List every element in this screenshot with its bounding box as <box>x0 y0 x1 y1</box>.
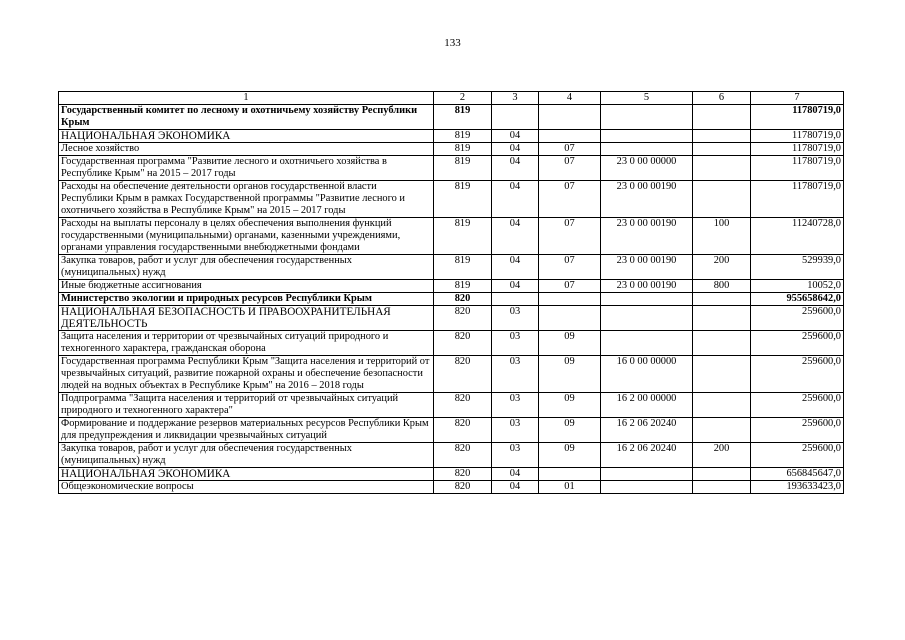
row-amount-cell: 259600,0 <box>751 443 844 468</box>
header-cell: 4 <box>539 92 601 105</box>
row-expense-type-cell <box>693 393 751 418</box>
row-section-code-cell: 03 <box>492 393 539 418</box>
row-section-code-cell <box>492 293 539 306</box>
header-cell: 3 <box>492 92 539 105</box>
row-name-cell: НАЦИОНАЛЬНАЯ ЭКОНОМИКА <box>59 468 434 481</box>
row-amount-cell: 529939,0 <box>751 255 844 280</box>
table-row <box>59 280 844 293</box>
row-subsection-code-cell: 01 <box>539 481 601 494</box>
header-cell: 6 <box>693 92 751 105</box>
row-ved-code-cell: 819 <box>434 218 492 255</box>
table-row <box>59 418 844 443</box>
row-target-article-cell: 23 0 00 00190 <box>601 280 693 293</box>
row-amount-cell: 656845647,0 <box>751 468 844 481</box>
row-target-article-cell <box>601 293 693 306</box>
row-subsection-code-cell: 07 <box>539 143 601 156</box>
row-name-cell: Государственный комитет по лесному и охотничьему хозяйству Республики Крым <box>59 105 434 130</box>
row-ved-code-cell: 820 <box>434 393 492 418</box>
row-ved-code-cell: 819 <box>434 280 492 293</box>
row-expense-type-cell <box>693 356 751 393</box>
row-name-cell: Министерство экологии и природных ресурсов Республики Крым <box>59 293 434 306</box>
row-ved-code-cell: 819 <box>434 181 492 218</box>
row-section-code-cell: 04 <box>492 130 539 143</box>
table-row <box>59 130 844 143</box>
row-expense-type-cell: 200 <box>693 443 751 468</box>
row-target-article-cell <box>601 130 693 143</box>
row-target-article-cell: 23 0 00 00190 <box>601 255 693 280</box>
row-subsection-code-cell <box>539 105 601 130</box>
row-section-code-cell: 04 <box>492 481 539 494</box>
row-amount-cell: 259600,0 <box>751 306 844 331</box>
row-amount-cell: 259600,0 <box>751 418 844 443</box>
row-section-code-cell: 03 <box>492 331 539 356</box>
table-row <box>59 156 844 181</box>
row-amount-cell: 11780719,0 <box>751 130 844 143</box>
row-name-cell: Защита населения и территории от чрезвычайных ситуаций природного и техногенного характера, гражданская оборона <box>59 331 434 356</box>
row-amount-cell: 259600,0 <box>751 356 844 393</box>
row-section-code-cell: 04 <box>492 143 539 156</box>
row-amount-cell: 10052,0 <box>751 280 844 293</box>
row-target-article-cell <box>601 468 693 481</box>
row-expense-type-cell <box>693 306 751 331</box>
row-ved-code-cell: 820 <box>434 468 492 481</box>
row-amount-cell: 193633423,0 <box>751 481 844 494</box>
table-row <box>59 356 844 393</box>
row-name-cell: Общеэкономические вопросы <box>59 481 434 494</box>
table-row <box>59 255 844 280</box>
row-expense-type-cell <box>693 181 751 218</box>
row-ved-code-cell: 819 <box>434 105 492 130</box>
row-ved-code-cell: 819 <box>434 130 492 143</box>
row-section-code-cell: 03 <box>492 356 539 393</box>
row-section-code-cell: 04 <box>492 181 539 218</box>
header-cell: 2 <box>434 92 492 105</box>
row-target-article-cell: 16 2 06 20240 <box>601 418 693 443</box>
row-subsection-code-cell <box>539 130 601 143</box>
header-row <box>59 92 844 105</box>
row-name-cell: Иные бюджетные ассигнования <box>59 280 434 293</box>
header-cell: 1 <box>59 92 434 105</box>
row-expense-type-cell <box>693 418 751 443</box>
row-section-code-cell <box>492 105 539 130</box>
row-section-code-cell: 04 <box>492 280 539 293</box>
row-target-article-cell: 23 0 00 00190 <box>601 181 693 218</box>
row-expense-type-cell: 800 <box>693 280 751 293</box>
row-name-cell: НАЦИОНАЛЬНАЯ БЕЗОПАСНОСТЬ И ПРАВООХРАНИТЕЛЬНАЯ ДЕЯТЕЛЬНОСТЬ <box>59 306 434 331</box>
row-amount-cell: 259600,0 <box>751 393 844 418</box>
header-cell: 5 <box>601 92 693 105</box>
row-expense-type-cell <box>693 105 751 130</box>
row-subsection-code-cell: 07 <box>539 181 601 218</box>
row-amount-cell: 11780719,0 <box>751 181 844 218</box>
row-ved-code-cell: 819 <box>434 156 492 181</box>
row-name-cell: Лесное хозяйство <box>59 143 434 156</box>
row-amount-cell: 11780719,0 <box>751 105 844 130</box>
table-row <box>59 468 844 481</box>
row-target-article-cell <box>601 331 693 356</box>
table-row <box>59 393 844 418</box>
row-ved-code-cell: 820 <box>434 293 492 306</box>
table-row <box>59 443 844 468</box>
row-ved-code-cell: 820 <box>434 331 492 356</box>
row-subsection-code-cell: 09 <box>539 356 601 393</box>
row-target-article-cell <box>601 481 693 494</box>
row-target-article-cell: 23 0 00 00000 <box>601 156 693 181</box>
row-ved-code-cell: 820 <box>434 443 492 468</box>
table-row <box>59 331 844 356</box>
row-expense-type-cell <box>693 481 751 494</box>
table-row <box>59 481 844 494</box>
header-cell: 7 <box>751 92 844 105</box>
table-row <box>59 181 844 218</box>
table-row <box>59 105 844 130</box>
row-name-cell: Закупка товаров, работ и услуг для обеспечения государственных (муниципальных) нужд <box>59 443 434 468</box>
row-amount-cell: 11240728,0 <box>751 218 844 255</box>
row-name-cell: Расходы на выплаты персоналу в целях обеспечения выполнения функций государственными (муниципальными) органами, казенными учреждениями, органами управления государственными внебюджетными фондами <box>59 218 434 255</box>
row-expense-type-cell <box>693 331 751 356</box>
row-target-article-cell <box>601 306 693 331</box>
page-number: 133 <box>444 37 461 49</box>
row-target-article-cell: 23 0 00 00190 <box>601 218 693 255</box>
row-amount-cell: 259600,0 <box>751 331 844 356</box>
row-ved-code-cell: 820 <box>434 481 492 494</box>
table-row <box>59 293 844 306</box>
budget-table <box>58 91 844 494</box>
row-ved-code-cell: 820 <box>434 418 492 443</box>
row-section-code-cell: 04 <box>492 255 539 280</box>
row-amount-cell: 11780719,0 <box>751 156 844 181</box>
row-expense-type-cell <box>693 156 751 181</box>
row-amount-cell: 955658642,0 <box>751 293 844 306</box>
row-amount-cell: 11780719,0 <box>751 143 844 156</box>
row-name-cell: Государственная программа Республики Крым "Защита населения и территорий от чрезвычайных ситуаций, развитие пожарной охраны и обеспечение безопасности людей на водных объектах в Республике Крым" на 2016 – 2018 годы <box>59 356 434 393</box>
row-subsection-code-cell <box>539 306 601 331</box>
row-section-code-cell: 03 <box>492 418 539 443</box>
row-section-code-cell: 04 <box>492 468 539 481</box>
row-target-article-cell: 16 2 06 20240 <box>601 443 693 468</box>
row-section-code-cell: 03 <box>492 306 539 331</box>
row-ved-code-cell: 820 <box>434 306 492 331</box>
row-expense-type-cell: 200 <box>693 255 751 280</box>
row-target-article-cell <box>601 105 693 130</box>
row-target-article-cell: 16 2 00 00000 <box>601 393 693 418</box>
row-subsection-code-cell: 09 <box>539 418 601 443</box>
row-ved-code-cell: 819 <box>434 255 492 280</box>
row-subsection-code-cell: 07 <box>539 156 601 181</box>
row-subsection-code-cell <box>539 468 601 481</box>
row-target-article-cell <box>601 143 693 156</box>
row-name-cell: Формирование и поддержание резервов материальных ресурсов Республики Крым для предупреждения и ликвидации чрезвычайных ситуаций <box>59 418 434 443</box>
row-name-cell: НАЦИОНАЛЬНАЯ ЭКОНОМИКА <box>59 130 434 143</box>
row-target-article-cell: 16 0 00 00000 <box>601 356 693 393</box>
table-row <box>59 218 844 255</box>
row-expense-type-cell <box>693 143 751 156</box>
row-section-code-cell: 03 <box>492 443 539 468</box>
row-subsection-code-cell: 07 <box>539 280 601 293</box>
row-subsection-code-cell: 09 <box>539 393 601 418</box>
row-subsection-code-cell: 07 <box>539 218 601 255</box>
row-ved-code-cell: 820 <box>434 356 492 393</box>
row-subsection-code-cell: 07 <box>539 255 601 280</box>
row-subsection-code-cell: 09 <box>539 331 601 356</box>
row-subsection-code-cell <box>539 293 601 306</box>
row-expense-type-cell: 100 <box>693 218 751 255</box>
row-expense-type-cell <box>693 293 751 306</box>
row-expense-type-cell <box>693 130 751 143</box>
row-section-code-cell: 04 <box>492 218 539 255</box>
table-row <box>59 306 844 331</box>
row-name-cell: Расходы на обеспечение деятельности органов государственной власти Республики Крым в рамках Государственной программы "Развитие лесного и охотничьего хозяйства в Республике Крым" на 2015 – 2017 годы <box>59 181 434 218</box>
row-name-cell: Государственная программа "Развитие лесного и охотничьего хозяйства в Республике Крым" на 2015 – 2017 годы <box>59 156 434 181</box>
row-ved-code-cell: 819 <box>434 143 492 156</box>
row-subsection-code-cell: 09 <box>539 443 601 468</box>
row-name-cell: Закупка товаров, работ и услуг для обеспечения государственных (муниципальных) нужд <box>59 255 434 280</box>
row-name-cell: Подпрограмма "Защита населения и территорий от чрезвычайных ситуаций природного и техногенного характера" <box>59 393 434 418</box>
row-expense-type-cell <box>693 468 751 481</box>
row-section-code-cell: 04 <box>492 156 539 181</box>
table-row <box>59 143 844 156</box>
